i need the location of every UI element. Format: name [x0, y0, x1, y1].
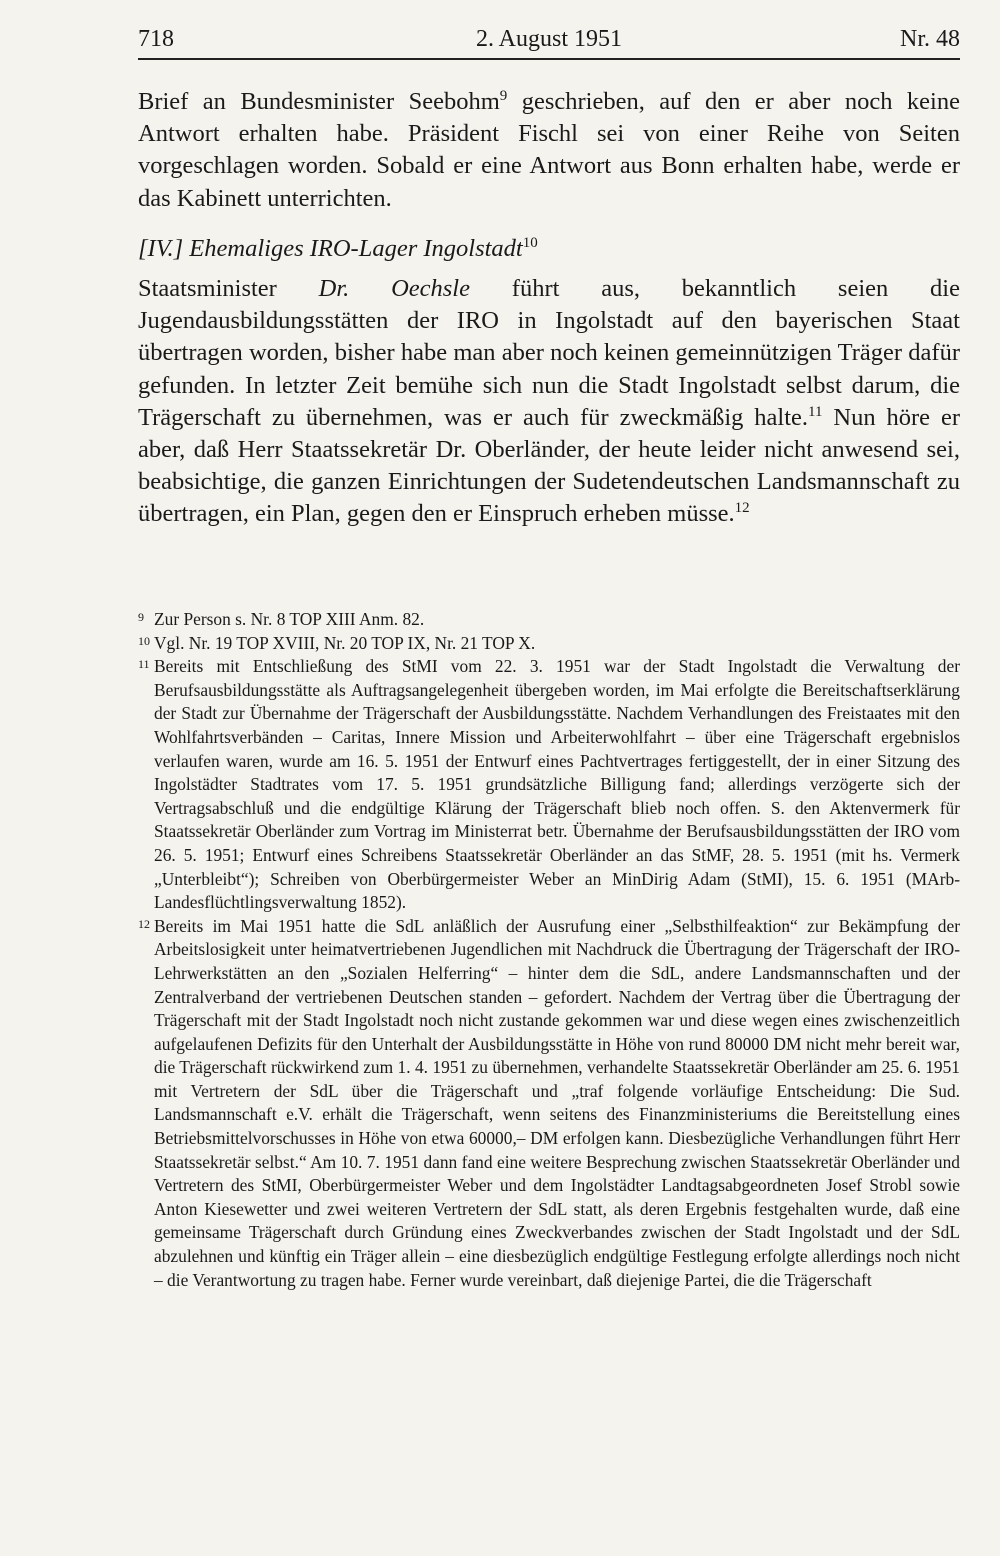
- section-heading: [138, 233, 960, 265]
- footnote-text: Vgl. Nr. 19 TOP XVIII, Nr. 20 TOP IX, Nr. 21 TOP X.: [154, 632, 536, 653]
- footnote-text: Zur Person s. Nr. 8 TOP XIII Anm. 82.: [154, 609, 425, 629]
- footnote-12: [138, 915, 960, 1293]
- footnote-text: Bereits mit Entschließung des StMI vom 22. 3. 1951 war der Stadt Ingolstadt die Verwaltung der Berufsausbildungsstätte als Auftragsangelegenheit übergeben worden, im Mai erfolgte die Bereitschaftserklärung der Stadt zur Übernahme der Trägerschaft der Ausbildungsstätte. Nachdem Verhandlungen des Freistaates mit den Wohlfahrtsverbänden – Caritas, Innere Mission und Arbeiterwohlfahrt – über eine Trägerschaft ergebnislos verlaufen waren, wurde am 16. 5. 1951 der Entwurf eines Pachtvertrages fertiggestellt, der in einer Sitzung des Ingolstädter Stadtrates vom 17. 5. 1951 grundsätzliche Billigung fand; allerdings verzögerte sich der Vertragsabschluß und die endgültige Klärung der Trägerschaft blieb noch offen. S. den Aktenvermerk für Staatssekretär Oberländer zum Vortrag im Ministerrat betr. Übernahme der Berufsausbildungsstätten der IRO vom 26. 5. 1951; Entwurf eines Schreibens Staatssekretär Oberländer an das StMF, 28. 5. 1951 (mit hs. Vermerk „Unterbleibt“); Schreiben von Oberbürgermeister Weber an MinDirig Adam (StMI), 15. 6. 1951 (MArb-Landesflüchtlingsverwaltung 1852).: [154, 656, 960, 913]
- speaker-name: Dr. Oechsle: [318, 275, 470, 303]
- footnote-10: [138, 632, 960, 656]
- page-number: 718: [138, 26, 174, 52]
- header-date: 2. August 1951: [475, 26, 622, 52]
- section-number: [IV.]: [138, 234, 184, 262]
- footnote-number: 9: [138, 610, 144, 624]
- footnote-9: [138, 608, 960, 632]
- main-text: [138, 86, 960, 531]
- footnote-ref-9: 9: [499, 87, 508, 104]
- footnote-number: 12: [138, 916, 150, 931]
- header-rule: [138, 58, 960, 60]
- footnote-number: 11: [138, 657, 150, 672]
- footnotes: [138, 608, 960, 1292]
- document-number: Nr. 48: [900, 26, 960, 52]
- footnote-11: [138, 655, 960, 915]
- section-title: Ehemaliges IRO-Lager Ingolstadt: [189, 234, 523, 262]
- footnote-ref-12: 12: [734, 500, 750, 517]
- paragraph-oechsle: Staatsminister Dr. Oechsle führt aus, bekanntlich seien die Jugendausbildungsstätten der IRO in Ingolstadt auf den bayerischen Staat übertragen worden, bisher habe man aber noch keinen gemeinnützigen Träger dafür gefunden. In letzter Zeit bemühe sich nun die Stadt Ingolstadt selbst darum, die Trägerschaft zu übernehmen, was er auch für zweckmäßig halte.$^{11}$ Nun höre er aber, daß Herr Staatssekretär Dr. Oberländer, der heute leider nicht anwesend sei, beabsichtige, die ganzen Einrichtungen der Sudetendeutschen Landsmannschaft zu übertragen, ein Plan, gegen den er Einspruch erheben müsse.$^{12}$: [138, 275, 960, 528]
- footnote-text: Bereits im Mai 1951 hatte die SdL anläßlich der Ausrufung einer „Selbsthilfeaktion“ zur Bekämpfung der Arbeitslosigkeit unter heimatvertriebenen Jugendlichen mit Nachdruck die Übertragung der Trägerschaft der IRO-Lehrwerkstätten an den „Sozialen Helferring“ – hinter dem die SdL, andere Landsmannschaften und der Zentralverband der vertriebenen Deutschen standen – gefordert. Nachdem der Vertrag über die Übertragung der Trägerschaft mit der Stadt Ingolstadt noch nicht zustande gekommen war und diese wegen eines zwischenzeitlich aufgelaufenen Defizits für den Unterhalt der Ausbildungsstätte in Höhe von rund 80000 DM nicht mehr bereit war, die Trägerschaft rückwirkend zum 1. 4. 1951 zu übernehmen, verhandelte Staatssekretär Oberländer am 25. 6. 1951 mit Vertretern der SdL über die Trägerschaft und „traf folgende vorläufige Entscheidung: Die Sud. Landsmannschaft e.V. erhält die Trägerschaft, wenn seitens des Finanzministeriums die Bereitstellung eines Betriebsmittelvorschusses in Höhe von etwa 60000,– DM erfolgen kann. Diesbezügliche Verhandlungen führt Herr Staatssekretär selbst.“ Am 10. 7. 1951 dann fand eine weitere Besprechung zwischen Staatssekretär Oberländer und Vertretern des StMI, Oberbürgermeister Weber und dem Ingolstädter Landtagsabgeordneten Josef Strobl sowie Anton Kiesewetter und zwei weiteren Vertretern der SdL statt, als deren Ergebnis festgehalten wurde, daß eine gemeinsame Trägerschaft durch Gründung eines Zweckverbandes zwischen der Stadt Ingolstadt und der SdL abzulehnen und künftig ein Träger allein – eine diesbezüglich endgültige Festlegung erfolgte allerdings noch nicht – die Verantwortung zu tragen habe. Ferner wurde vereinbart, daß diejenige Partei, die die Trägerschaft: [154, 915, 960, 1290]
- running-header: [138, 22, 960, 56]
- paragraph-continuation: Brief an Bundesminister Seebohm$^9$ geschrieben, auf den er aber noch keine Antwort erhalten habe. Präsident Fischl sei von einer Reihe von Seiten vorgeschlagen worden. Sobald er eine Antwort aus Bonn erhalten habe, werde er das Kabinett unterrichten.: [138, 87, 960, 212]
- footnote-ref-11: 11: [808, 403, 823, 420]
- footnote-number: 10: [138, 633, 150, 648]
- footnote-ref-10: 10: [522, 234, 538, 251]
